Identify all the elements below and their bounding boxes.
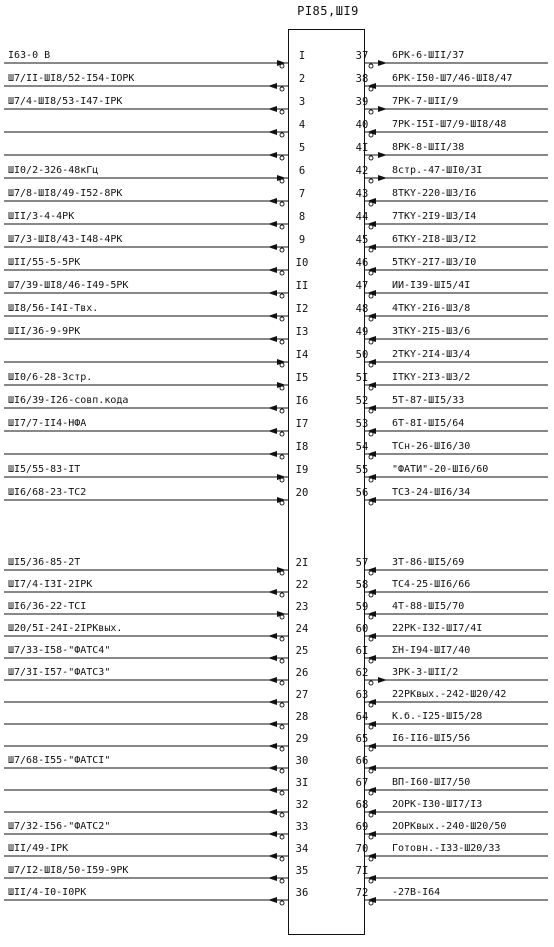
terminal-icon	[280, 87, 284, 91]
right-pin-number: 72	[355, 887, 369, 899]
terminal-icon	[280, 432, 284, 436]
terminal-icon	[280, 659, 284, 663]
arrow-icon	[268, 809, 277, 815]
right-pin-number: 55	[355, 464, 369, 476]
right-pin-label: 8TKY-220-ШЗ/I6	[392, 188, 477, 199]
right-pin-label: 7PK-I5I-Ш7/9-ШI8/48	[392, 119, 507, 130]
terminal-icon	[280, 901, 284, 905]
right-pin-number: 70	[355, 843, 369, 855]
terminal-icon	[369, 363, 373, 367]
terminal-icon	[369, 340, 373, 344]
terminal-icon	[369, 813, 373, 817]
left-wire-13	[4, 359, 288, 367]
left-pin-label: ШI7/4-I3I-2IPK	[8, 579, 93, 590]
terminal-icon	[280, 248, 284, 252]
left-pin-label: ШI6/39-I26-совп.кода	[8, 395, 129, 406]
left-wire-26	[4, 699, 288, 707]
terminal-icon	[369, 769, 373, 773]
left-pin-number: 8	[298, 211, 306, 223]
terminal-icon	[369, 455, 373, 459]
arrow-icon	[268, 743, 277, 749]
terminal-icon	[280, 571, 284, 575]
arrow-icon	[268, 451, 277, 457]
right-pin-label: 5TKY-2I7-ШЗ/I0	[392, 257, 477, 268]
right-pin-label: 3TKY-2I5-ШЗ/6	[392, 326, 471, 337]
left-pin-label: ШI0/2-326-48кГц	[8, 165, 99, 176]
terminal-icon	[369, 857, 373, 861]
left-wire-28	[4, 743, 288, 751]
right-pin-label: 3PK-3-ШII/2	[392, 667, 459, 678]
arrow-icon	[268, 152, 277, 158]
terminal-icon	[280, 179, 284, 183]
arrow-icon	[378, 175, 387, 181]
right-pin-number: 68	[355, 799, 369, 811]
terminal-icon	[280, 747, 284, 751]
right-pin-label: TC3-24-ШI6/34	[392, 487, 471, 498]
right-pin-label: 3T-86-ШI5/69	[392, 557, 465, 568]
terminal-icon	[369, 432, 373, 436]
terminal-icon	[280, 386, 284, 390]
left-pin-label: Ш7/3-ШI8/43-I48-4PK	[8, 234, 123, 245]
right-pin-number: 44	[355, 211, 369, 223]
left-pin-number: II	[295, 280, 309, 292]
right-pin-number: 63	[355, 689, 369, 701]
terminal-icon	[280, 294, 284, 298]
left-pin-label: Ш7/II-ШI8/52-I54-IOPK	[8, 73, 135, 84]
left-pin-label: Ш7/4-ШI8/53-I47-IPK	[8, 96, 123, 107]
right-pin-label: "ФАТИ"-20-ШI6/60	[392, 464, 489, 475]
left-pin-number: 30	[295, 755, 309, 767]
terminal-icon	[280, 879, 284, 883]
arrow-icon	[268, 221, 277, 227]
left-pin-number: 32	[295, 799, 309, 811]
arrow-icon	[268, 677, 277, 683]
terminal-icon	[369, 659, 373, 663]
right-pin-number: 54	[355, 441, 369, 453]
right-pin-label: К.б.-I25-ШI5/28	[392, 711, 483, 722]
right-pin-number: 40	[355, 119, 369, 131]
terminal-icon	[280, 791, 284, 795]
right-pin-number: 64	[355, 711, 369, 723]
left-pin-label: Ш7/3I-I57-"ФАТС3"	[8, 667, 111, 678]
terminal-icon	[369, 901, 373, 905]
right-wire-29	[365, 765, 548, 773]
right-pin-label: 22PK-I32-ШI7/4I	[392, 623, 483, 634]
right-pin-label: 7TKY-2I9-ШЗ/I4	[392, 211, 477, 222]
left-pin-number: 23	[295, 601, 309, 613]
terminal-icon	[280, 225, 284, 229]
left-pin-number: 3	[298, 96, 306, 108]
arrow-icon	[378, 106, 387, 112]
right-wire-34	[365, 875, 548, 883]
left-pin-label: Ш7/39-ШI8/46-I49-5PK	[8, 280, 129, 291]
arrow-icon	[268, 267, 277, 273]
terminal-icon	[280, 593, 284, 597]
terminal-icon	[369, 133, 373, 137]
right-pin-label: 8PK-8-ШII/38	[392, 142, 465, 153]
left-pin-number: I6	[295, 395, 309, 407]
terminal-icon	[280, 501, 284, 505]
terminal-icon	[280, 340, 284, 344]
terminal-icon	[369, 501, 373, 505]
terminal-icon	[369, 156, 373, 160]
terminal-icon	[280, 615, 284, 619]
arrow-icon	[268, 699, 277, 705]
right-pin-number: 5I	[355, 372, 369, 384]
left-pin-label: ШI6/36-22-TCI	[8, 601, 87, 612]
right-pin-label: 22PKвых.-242-Ш20/42	[392, 689, 507, 700]
terminal-icon	[369, 725, 373, 729]
terminal-icon	[369, 637, 373, 641]
terminal-icon	[369, 747, 373, 751]
right-pin-number: 4I	[355, 142, 369, 154]
right-pin-number: 42	[355, 165, 369, 177]
terminal-icon	[280, 317, 284, 321]
right-pin-number: 56	[355, 487, 369, 499]
left-pin-number: I0	[295, 257, 309, 269]
right-pin-number: 66	[355, 755, 369, 767]
terminal-icon	[369, 478, 373, 482]
right-pin-number: 50	[355, 349, 369, 361]
left-pin-label: ШI0/6-28-3стр.	[8, 372, 93, 383]
left-pin-number: I8	[295, 441, 309, 453]
right-pin-label: Готовн.-I33-Ш20/33	[392, 843, 501, 854]
right-pin-label: I6-II6-ШI5/56	[392, 733, 471, 744]
right-pin-number: 6I	[355, 645, 369, 657]
terminal-icon	[369, 879, 373, 883]
arrow-icon	[268, 897, 277, 903]
terminal-icon	[280, 455, 284, 459]
arrow-icon	[268, 244, 277, 250]
right-pin-number: 49	[355, 326, 369, 338]
arrow-icon	[268, 787, 277, 793]
terminal-icon	[369, 64, 373, 68]
terminal-icon	[369, 248, 373, 252]
terminal-icon	[280, 478, 284, 482]
terminal-icon	[280, 703, 284, 707]
right-pin-label: 4T-88-ШI5/70	[392, 601, 465, 612]
left-wire-27	[4, 721, 288, 729]
left-pin-label: ШII/36-9-9PK	[8, 326, 81, 337]
right-pin-label: 6PK-6-ШII/37	[392, 50, 465, 61]
left-pin-label: Ш20/5I-24I-2IPKвых.	[8, 623, 123, 634]
terminal-icon	[369, 87, 373, 91]
terminal-icon	[280, 769, 284, 773]
arrow-icon	[268, 853, 277, 859]
left-wire-30	[4, 787, 288, 795]
arrow-icon	[378, 152, 387, 158]
right-pin-number: 65	[355, 733, 369, 745]
arrow-icon	[268, 721, 277, 727]
arrow-icon	[268, 875, 277, 881]
terminal-icon	[280, 637, 284, 641]
arrow-icon	[378, 60, 387, 66]
terminal-icon	[280, 156, 284, 160]
right-pin-label: 2OPKвых.-240-Ш20/50	[392, 821, 507, 832]
right-pin-number: 46	[355, 257, 369, 269]
left-pin-label: Ш7/33-I58-"ФАТС4"	[8, 645, 111, 656]
right-pin-number: 45	[355, 234, 369, 246]
right-pin-number: 38	[355, 73, 369, 85]
arrow-icon	[268, 831, 277, 837]
terminal-icon	[280, 202, 284, 206]
right-pin-label: 6TKY-2I8-ШЗ/I2	[392, 234, 477, 245]
right-pin-number: 60	[355, 623, 369, 635]
right-pin-number: 47	[355, 280, 369, 292]
left-pin-number: 3I	[295, 777, 309, 789]
left-pin-number: 29	[295, 733, 309, 745]
left-pin-number: I	[298, 50, 306, 62]
terminal-icon	[369, 294, 373, 298]
left-pin-number: I2	[295, 303, 309, 315]
left-pin-label: ШII/49-IPK	[8, 843, 69, 854]
left-pin-label: ШI6/68-23-TC2	[8, 487, 87, 498]
terminal-icon	[280, 681, 284, 685]
left-pin-number: 20	[295, 487, 309, 499]
right-pin-label: -27B-I64	[392, 887, 441, 898]
arrow-icon	[268, 655, 277, 661]
left-pin-label: Ш7/I2-ШI8/50-I59-9PK	[8, 865, 129, 876]
right-pin-label: ВП-I60-ШI7/50	[392, 777, 471, 788]
arrow-icon	[268, 336, 277, 342]
right-pin-label: 4TKY-2I6-ШЗ/8	[392, 303, 471, 314]
left-pin-number: 4	[298, 119, 306, 131]
arrow-icon	[268, 106, 277, 112]
left-pin-number: 5	[298, 142, 306, 154]
arrow-icon	[268, 313, 277, 319]
left-pin-number: 27	[295, 689, 309, 701]
right-pin-number: 48	[355, 303, 369, 315]
terminal-icon	[369, 571, 373, 575]
arrow-icon	[268, 129, 277, 135]
arrow-icon	[268, 765, 277, 771]
terminal-icon	[369, 791, 373, 795]
right-pin-number: 58	[355, 579, 369, 591]
left-pin-label: ШII/55-5-5PK	[8, 257, 81, 268]
right-pin-label: ITKY-2I3-ШЗ/2	[392, 372, 471, 383]
terminal-icon	[369, 110, 373, 114]
left-pin-number: 36	[295, 887, 309, 899]
terminal-icon	[369, 703, 373, 707]
right-pin-number: 53	[355, 418, 369, 430]
left-pin-number: 33	[295, 821, 309, 833]
terminal-icon	[369, 409, 373, 413]
terminal-icon	[369, 179, 373, 183]
right-pin-label: 2OPK-I30-ШI7/I3	[392, 799, 483, 810]
left-pin-number: I7	[295, 418, 309, 430]
right-pin-number: 67	[355, 777, 369, 789]
arrow-icon	[268, 198, 277, 204]
arrow-icon	[268, 83, 277, 89]
left-pin-label: ШI5/36-85-2T	[8, 557, 81, 568]
left-pin-label: ШII/3-4-4PK	[8, 211, 75, 222]
left-pin-label: ШI7/7-II4-НФА	[8, 418, 87, 429]
right-pin-label: TC4-25-ШI6/66	[392, 579, 471, 590]
terminal-icon	[369, 225, 373, 229]
right-pin-number: 37	[355, 50, 369, 62]
left-pin-number: I5	[295, 372, 309, 384]
left-pin-label: Ш7/32-I56-"ФАТС2"	[8, 821, 111, 832]
left-wire-4	[4, 152, 288, 160]
left-pin-number: 25	[295, 645, 309, 657]
right-pin-number: 59	[355, 601, 369, 613]
arrow-icon	[378, 677, 387, 683]
left-pin-number: 2I	[295, 557, 309, 569]
left-pin-number: 35	[295, 865, 309, 877]
right-pin-label: ИИ-I39-ШI5/4I	[392, 280, 471, 291]
terminal-icon	[280, 409, 284, 413]
arrow-icon	[268, 428, 277, 434]
right-pin-label: 6PK-I50-Ш7/46-ШI8/47	[392, 73, 513, 84]
left-pin-label: Ш7/8-ШI8/49-I52-8PK	[8, 188, 123, 199]
left-wire-31	[4, 809, 288, 817]
arrow-icon	[268, 633, 277, 639]
right-pin-label: 5T-87-ШI5/33	[392, 395, 465, 406]
right-pin-number: 57	[355, 557, 369, 569]
left-pin-number: I9	[295, 464, 309, 476]
terminal-icon	[369, 615, 373, 619]
terminal-icon	[280, 133, 284, 137]
right-pin-number: 52	[355, 395, 369, 407]
terminal-icon	[280, 725, 284, 729]
left-pin-label: Ш7/68-I55-"ФАТСI"	[8, 755, 111, 766]
right-pin-label: 7PK-7-ШII/9	[392, 96, 459, 107]
terminal-icon	[280, 64, 284, 68]
terminal-icon	[369, 202, 373, 206]
left-pin-number: 22	[295, 579, 309, 591]
left-pin-label: ШI8/56-I4I-Tвх.	[8, 303, 99, 314]
left-pin-label: ШII/4-I0-I0PK	[8, 887, 87, 898]
terminal-icon	[280, 271, 284, 275]
right-pin-number: 7I	[355, 865, 369, 877]
left-wire-17	[4, 451, 288, 459]
terminal-icon	[280, 363, 284, 367]
right-pin-number: 39	[355, 96, 369, 108]
left-pin-number: 7	[298, 188, 306, 200]
terminal-icon	[280, 835, 284, 839]
left-pin-number: 6	[298, 165, 306, 177]
terminal-icon	[280, 110, 284, 114]
right-pin-number: 69	[355, 821, 369, 833]
terminal-icon	[369, 593, 373, 597]
left-pin-label: I63-0 B	[8, 50, 51, 61]
terminal-icon	[369, 835, 373, 839]
right-pin-number: 43	[355, 188, 369, 200]
terminal-icon	[369, 386, 373, 390]
arrow-icon	[268, 290, 277, 296]
connector-title: PI85,ШI9	[297, 4, 359, 18]
terminal-icon	[369, 271, 373, 275]
arrow-icon	[268, 405, 277, 411]
right-pin-label: 2TKY-2I4-ШЗ/4	[392, 349, 471, 360]
left-pin-number: 9	[298, 234, 306, 246]
terminal-icon	[280, 813, 284, 817]
left-pin-number: 24	[295, 623, 309, 635]
left-pin-number: 34	[295, 843, 309, 855]
right-pin-label: TCн-26-ШI6/30	[392, 441, 471, 452]
terminal-icon	[369, 681, 373, 685]
left-pin-label: ШI5/55-83-IT	[8, 464, 81, 475]
right-pin-number: 62	[355, 667, 369, 679]
arrow-icon	[268, 589, 277, 595]
left-pin-number: I3	[295, 326, 309, 338]
left-wire-3	[4, 129, 288, 137]
left-pin-number: I4	[295, 349, 309, 361]
terminal-icon	[280, 857, 284, 861]
left-pin-number: 26	[295, 667, 309, 679]
left-pin-number: 2	[298, 73, 306, 85]
left-pin-number: 28	[295, 711, 309, 723]
right-pin-label: 6T-8I-ШI5/64	[392, 418, 465, 429]
right-pin-label: ΣН-I94-ШI7/40	[392, 645, 471, 656]
right-pin-label: 8стр.-47-ШI0/3I	[392, 165, 483, 176]
terminal-icon	[369, 317, 373, 321]
